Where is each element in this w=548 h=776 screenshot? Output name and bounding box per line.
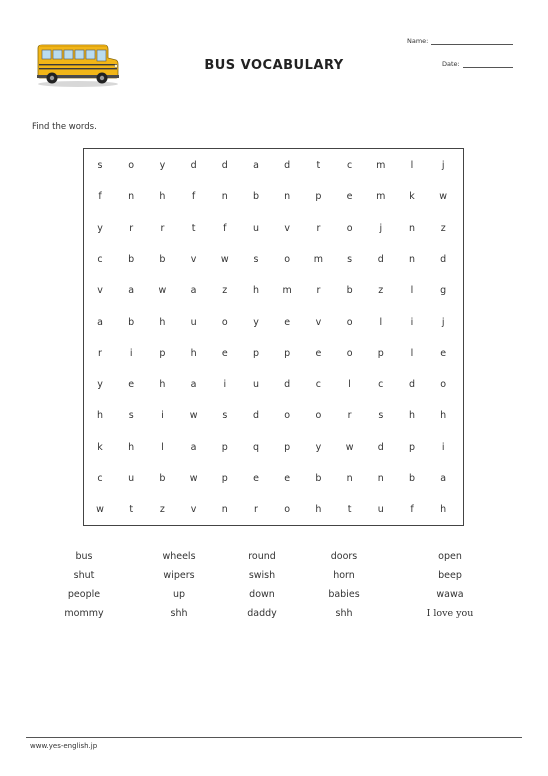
grid-letter: b (159, 253, 166, 265)
grid-letter: y (159, 160, 166, 171)
grid-letter: n (128, 191, 135, 203)
grid-letter: h (96, 410, 104, 422)
grid-letter: w (439, 191, 448, 203)
grid-letter: d (221, 160, 228, 171)
grid-letter: s (378, 410, 384, 422)
name-label: Name: (407, 37, 429, 45)
grid-letter: k (409, 191, 415, 203)
grid-letter: t (191, 222, 196, 234)
word-bank-item: I love you (426, 608, 474, 619)
word-bank-item: up (172, 589, 186, 600)
grid-letter: f (191, 191, 196, 203)
grid-letter: n (221, 504, 228, 516)
grid-letter: a (190, 285, 197, 297)
grid-letter: b (128, 316, 135, 328)
grid-letter: h (440, 504, 447, 516)
word-bank-item: bus (75, 551, 93, 562)
word-bank-item: shh (170, 608, 188, 619)
grid-letter: o (284, 410, 291, 422)
grid-letter: b (252, 191, 260, 203)
grid-letter: l (410, 285, 414, 297)
grid-letter: n (408, 222, 416, 234)
word-bank-item: mommy (64, 608, 104, 619)
grid-letter: s (128, 410, 134, 422)
word-bank-item: doors (330, 551, 358, 562)
grid-letter: o (221, 316, 228, 328)
grid-letter: e (284, 473, 291, 484)
grid-letter: r (316, 285, 321, 297)
grid-letter: e (440, 347, 447, 359)
grid-letter: l (410, 160, 414, 171)
grid-letter: n (221, 191, 228, 203)
grid-letter: u (190, 316, 197, 328)
grid-letter: h (190, 347, 197, 359)
grid-letter: q (252, 441, 260, 453)
name-blank-line[interactable] (431, 44, 513, 45)
grid-letter: o (128, 160, 135, 171)
footer-url: www.yes-english.jp (30, 742, 98, 750)
grid-letter: f (98, 191, 102, 203)
grid-letter: h (159, 316, 166, 328)
grid-letter: o (284, 253, 291, 265)
grid-letter: f (410, 504, 414, 516)
grid-letter: a (190, 441, 197, 453)
grid-letter: n (377, 473, 384, 484)
grid-letter: a (253, 160, 259, 171)
grid-letter: c (315, 379, 321, 391)
grid-letter: l (379, 316, 383, 328)
grid-letter: p (315, 191, 322, 203)
grid-letter: v (190, 504, 197, 516)
grid-letter: t (347, 504, 352, 516)
name-field (407, 37, 513, 45)
grid-letter: r (98, 347, 102, 359)
word-bank-item: wheels (162, 551, 196, 562)
word-bank-item: open (438, 551, 462, 562)
grid-letter: a (97, 316, 103, 328)
word-bank-item: babies (328, 589, 360, 600)
grid-letter: y (253, 316, 259, 328)
grid-letter: u (377, 504, 384, 516)
grid-letter: u (128, 473, 135, 484)
grid-letter: m (376, 160, 386, 171)
grid-letter: z (159, 504, 165, 516)
grid-letter: w (96, 504, 104, 516)
grid-letter: r (347, 410, 352, 422)
grid-letter: p (408, 441, 416, 453)
grid-letter: o (284, 504, 291, 516)
word-search-grid (83, 148, 464, 526)
grid-letter: c (378, 379, 384, 391)
word-bank-item: people (67, 589, 101, 600)
grid-letter: d (190, 160, 197, 171)
grid-letter: o (346, 316, 353, 328)
grid-letter: h (408, 410, 416, 422)
grid-letter: b (159, 473, 166, 484)
grid-letter: b (315, 473, 322, 484)
word-bank-item: down (249, 589, 275, 600)
grid-letter: o (346, 222, 353, 234)
date-label: Date: (442, 60, 460, 68)
grid-letter: o (315, 410, 322, 422)
grid-letter: r (129, 222, 134, 234)
grid-letter: s (97, 160, 103, 171)
grid-letter: p (284, 347, 291, 359)
grid-letter: h (315, 504, 322, 516)
grid-letter: e (221, 347, 228, 359)
grid-letter: d (377, 441, 384, 453)
grid-letter: l (410, 347, 414, 359)
grid-letter: i (129, 347, 133, 359)
grid-letter: h (440, 410, 447, 422)
grid-letter: m (313, 253, 324, 265)
grid-letter: u (252, 379, 260, 391)
grid-letter: u (252, 222, 260, 234)
date-blank-line[interactable] (463, 67, 513, 68)
grid-letter: h (159, 191, 166, 203)
grid-letter: l (161, 441, 164, 453)
grid-letter: d (252, 410, 260, 422)
grid-letter: j (379, 222, 383, 234)
grid-letter: w (220, 253, 229, 265)
grid-letter: e (128, 379, 135, 391)
grid-letter: i (441, 441, 445, 453)
grid-letter: i (410, 316, 414, 328)
grid-letter: o (440, 379, 447, 391)
grid-letter: w (345, 441, 354, 453)
grid-letter: l (348, 379, 351, 391)
grid-letter: v (315, 316, 322, 328)
grid-letter: a (128, 285, 135, 297)
word-bank-item: shh (335, 608, 353, 619)
grid-letter: i (161, 410, 164, 422)
grid-letter: s (253, 253, 259, 265)
grid-letter: y (97, 379, 103, 391)
grid-letter: o (346, 347, 353, 359)
grid-letter: g (440, 285, 447, 297)
grid-letter: b (346, 285, 353, 297)
grid-letter: p (284, 441, 291, 453)
word-bank-item: round (248, 551, 276, 562)
grid-letter: e (253, 473, 259, 484)
word-bank-item: swish (248, 570, 276, 581)
grid-letter: b (408, 473, 416, 484)
page-title: BUS VOCABULARY (204, 58, 344, 73)
grid-letter: v (284, 222, 290, 234)
grid-letter: y (97, 222, 103, 234)
grid-letter: p (159, 347, 166, 359)
grid-letter: c (97, 473, 103, 484)
grid-letter: j (441, 160, 445, 171)
grid-letter: p (377, 347, 384, 359)
grid-letter: p (252, 347, 260, 359)
grid-letter: v (97, 285, 103, 297)
grid-letter: a (440, 473, 447, 484)
grid-letter: r (316, 222, 321, 234)
grid-letter: c (346, 160, 353, 171)
grid-letter: m (376, 191, 386, 203)
grid-letter: d (377, 253, 384, 265)
grid-letter: d (284, 379, 291, 391)
grid-letter: n (346, 473, 353, 484)
grid-letter: t (129, 504, 134, 516)
grid-letter: i (223, 379, 227, 391)
grid-letter: v (190, 253, 197, 265)
word-bank-item: horn (333, 570, 355, 581)
grid-letter: f (223, 222, 227, 234)
grid-letter: n (408, 253, 416, 265)
grid-letter: h (252, 285, 260, 297)
grid-letter: n (284, 191, 291, 203)
grid-letter: y (315, 441, 322, 453)
grid-letter: e (315, 347, 322, 359)
grid-letter: z (378, 285, 384, 297)
grid-letter: h (159, 379, 166, 391)
grid-letter: w (158, 285, 167, 297)
grid-letter: d (284, 160, 291, 171)
grid-letter: a (190, 379, 197, 391)
grid-letter: r (254, 504, 258, 516)
grid-letter: t (316, 160, 321, 171)
date-field (442, 60, 513, 68)
grid-letter: h (128, 441, 135, 453)
grid-letter: p (221, 441, 228, 453)
grid-letter: z (440, 222, 446, 234)
grid-letter: s (222, 410, 228, 422)
word-bank-item: daddy (247, 608, 277, 619)
grid-letter: j (441, 316, 445, 328)
footer-divider (26, 737, 522, 738)
grid-letter: d (440, 253, 447, 265)
word-bank-item: wawa (436, 589, 464, 600)
grid-letter: c (97, 253, 103, 265)
grid-letter: m (282, 285, 292, 297)
word-bank-item: wipers (163, 570, 195, 581)
grid-letter: r (160, 222, 165, 234)
word-bank-item: beep (438, 570, 462, 581)
grid-letter: w (189, 473, 198, 484)
grid-letter: b (128, 253, 135, 265)
grid-letter: d (408, 379, 416, 391)
instructions-text: Find the words. (32, 122, 97, 132)
grid-letter: z (222, 285, 228, 297)
grid-letter: s (347, 253, 353, 265)
grid-letter: p (221, 473, 228, 484)
grid-letter: k (97, 441, 103, 453)
grid-letter: w (189, 410, 198, 422)
word-bank-item: shut (73, 570, 95, 581)
grid-letter: e (284, 316, 291, 328)
grid-letter: e (346, 191, 353, 203)
